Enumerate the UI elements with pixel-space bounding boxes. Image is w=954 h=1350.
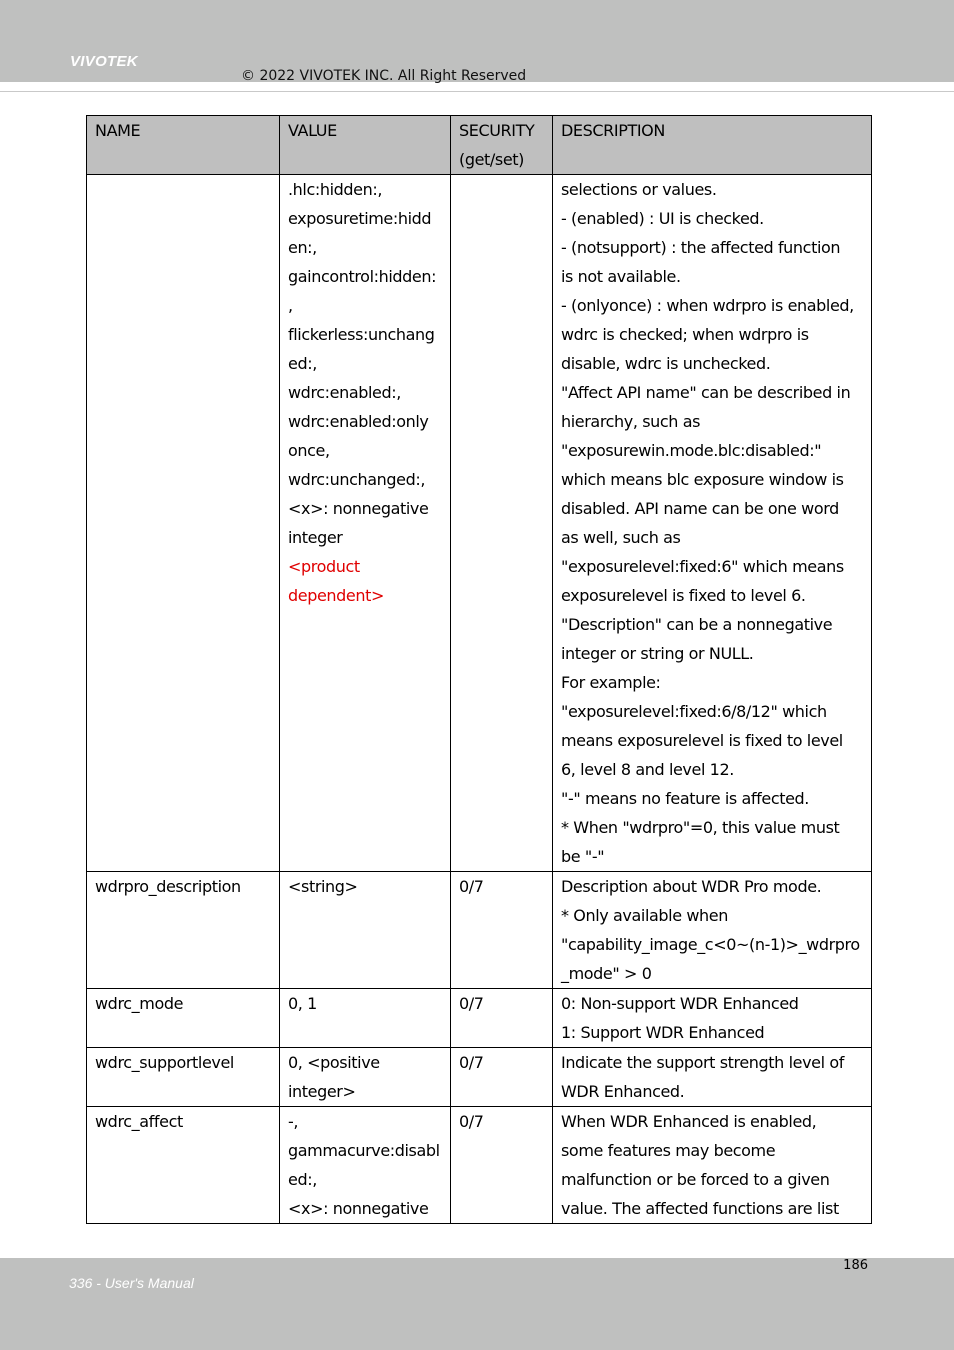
footer-band <box>0 1258 954 1350</box>
cell-name-line: wdrpro_description <box>95 877 241 896</box>
cell-description-line: Description about WDR Pro mode. <box>561 877 822 896</box>
cell-value <box>280 1048 451 1107</box>
cell-value-line: 0, 1 <box>288 994 317 1013</box>
cell-description <box>553 1048 872 1107</box>
product-dependent-note: dependent> <box>288 586 384 605</box>
cell-description-line: - (notsupport) : the affected function <box>561 238 841 257</box>
cell-description-line: "exposurelevel:fixed:6/8/12" which <box>561 702 827 721</box>
column-header-name <box>87 116 280 175</box>
cell-value-line: en:, <box>288 238 317 257</box>
cell-value-line: <string> <box>288 877 358 896</box>
cell-security <box>451 989 553 1048</box>
cell-description <box>553 175 872 872</box>
cell-value-line: integer <box>288 528 343 547</box>
cell-description-line: For example: <box>561 673 661 692</box>
cell-description-line: hierarchy, such as <box>561 412 701 431</box>
cell-description-line: integer or string or NULL. <box>561 644 754 663</box>
cell-value-line: wdrc:enabled:only <box>288 412 429 431</box>
cell-description-line: disable, wdrc is unchecked. <box>561 354 771 373</box>
cell-description-line: exposurelevel is fixed to level 6. <box>561 586 806 605</box>
cell-value <box>280 175 451 872</box>
table-body <box>87 175 872 1224</box>
cell-description-line: selections or values. <box>561 180 717 199</box>
column-header-description <box>553 116 872 175</box>
column-header-label: SECURITY <box>459 121 535 140</box>
cell-description-line: When WDR Enhanced is enabled, <box>561 1112 817 1131</box>
cell-description-line: "Affect API name" can be described in <box>561 383 851 402</box>
cell-description-line: "Description" can be a nonnegative <box>561 615 833 634</box>
cell-name-line: wdrc_mode <box>95 994 184 1013</box>
cell-description-line: which means blc exposure window is <box>561 470 844 489</box>
cell-description-line: Indicate the support strength level of <box>561 1053 844 1072</box>
cell-security <box>451 872 553 989</box>
table-header-row <box>87 116 872 175</box>
cell-value <box>280 1107 451 1224</box>
cell-security <box>451 1048 553 1107</box>
cell-name-line: wdrc_affect <box>95 1112 183 1131</box>
cell-description-line: some features may become <box>561 1141 776 1160</box>
cell-description-line: means exposurelevel is fixed to level <box>561 731 843 750</box>
cell-description-line: "capability_image_c<0~(n-1)>_wdrpro <box>561 935 860 954</box>
cell-security <box>451 175 553 872</box>
cell-description-line: "-" means no feature is affected. <box>561 789 809 808</box>
product-dependent-note: <product <box>288 557 360 576</box>
cell-security-line: 0/7 <box>459 1053 484 1072</box>
cell-value-line: 0, <positive <box>288 1053 380 1072</box>
cell-value-line: ed:, <box>288 354 317 373</box>
cell-value-line: <x>: nonnegative <box>288 1199 429 1218</box>
cell-name <box>87 989 280 1048</box>
cell-value <box>280 872 451 989</box>
cell-description-line: malfunction or be forced to a given <box>561 1170 830 1189</box>
copyright-text: © 2022 VIVOTEK INC. All Right Reserved <box>241 68 527 84</box>
cell-value-line: gammacurve:disabl <box>288 1141 440 1160</box>
column-header-security <box>451 116 553 175</box>
cell-value-line: integer> <box>288 1082 356 1101</box>
table-row <box>87 1048 872 1107</box>
table-row <box>87 872 872 989</box>
cell-value-line: exposuretime:hidd <box>288 209 432 228</box>
cell-value-line: gaincontrol:hidden: <box>288 267 437 286</box>
cell-description-line: 1: Support WDR Enhanced <box>561 1023 765 1042</box>
column-header-label: VALUE <box>288 121 337 140</box>
cell-value-line: .hlc:hidden:, <box>288 180 383 199</box>
column-header-value <box>280 116 451 175</box>
cell-value <box>280 989 451 1048</box>
cell-description-line: - (onlyonce) : when wdrpro is enabled, <box>561 296 854 315</box>
column-header-label: NAME <box>95 121 141 140</box>
cell-value-line: wdrc:unchanged:, <box>288 470 426 489</box>
cell-value-line: , <box>288 296 293 315</box>
cell-name <box>87 1107 280 1224</box>
parameter-table <box>86 115 872 1224</box>
cell-value-line: flickerless:unchang <box>288 325 435 344</box>
cell-value-line: once, <box>288 441 330 460</box>
cell-security-line: 0/7 <box>459 1112 484 1131</box>
table-row <box>87 175 872 872</box>
brand-logo: VIVOTEK <box>70 53 138 70</box>
cell-description-line: "exposurelevel:fixed:6" which means <box>561 557 844 576</box>
cell-name-line: wdrc_supportlevel <box>95 1053 234 1072</box>
cell-security-line: 0/7 <box>459 877 484 896</box>
cell-description <box>553 1107 872 1224</box>
header-divider <box>0 91 954 92</box>
cell-description-line: is not available. <box>561 267 681 286</box>
cell-description-line: 0: Non-support WDR Enhanced <box>561 994 799 1013</box>
cell-description-line: wdrc is checked; when wdrpro is <box>561 325 809 344</box>
cell-description-line: * Only available when <box>561 906 728 925</box>
table-row <box>87 1107 872 1224</box>
cell-name <box>87 1048 280 1107</box>
cell-description-line: be "-" <box>561 847 605 866</box>
page-number: 186 <box>843 1258 868 1273</box>
cell-description-line: * When "wdrpro"=0, this value must <box>561 818 840 837</box>
column-header-label: (get/set) <box>459 150 525 169</box>
cell-description-line: WDR Enhanced. <box>561 1082 685 1101</box>
cell-description-line: "exposurewin.mode.blc:disabled:" <box>561 441 822 460</box>
cell-name <box>87 175 280 872</box>
cell-value-line: -, <box>288 1112 299 1131</box>
cell-description-line: as well, such as <box>561 528 681 547</box>
cell-value-line: ed:, <box>288 1170 317 1189</box>
cell-name <box>87 872 280 989</box>
cell-description-line: disabled. API name can be one word <box>561 499 839 518</box>
cell-description <box>553 989 872 1048</box>
cell-description <box>553 872 872 989</box>
cell-value-line: wdrc:enabled:, <box>288 383 401 402</box>
cell-value-line: <x>: nonnegative <box>288 499 429 518</box>
manual-label: 336 - User's Manual <box>69 1275 194 1291</box>
cell-description-line: _mode" > 0 <box>561 964 652 983</box>
cell-description-line: - (enabled) : UI is checked. <box>561 209 764 228</box>
cell-security-line: 0/7 <box>459 994 484 1013</box>
table-row <box>87 989 872 1048</box>
cell-description-line: value. The affected functions are list <box>561 1199 839 1218</box>
cell-security <box>451 1107 553 1224</box>
column-header-label: DESCRIPTION <box>561 121 665 140</box>
cell-description-line: 6, level 8 and level 12. <box>561 760 734 779</box>
